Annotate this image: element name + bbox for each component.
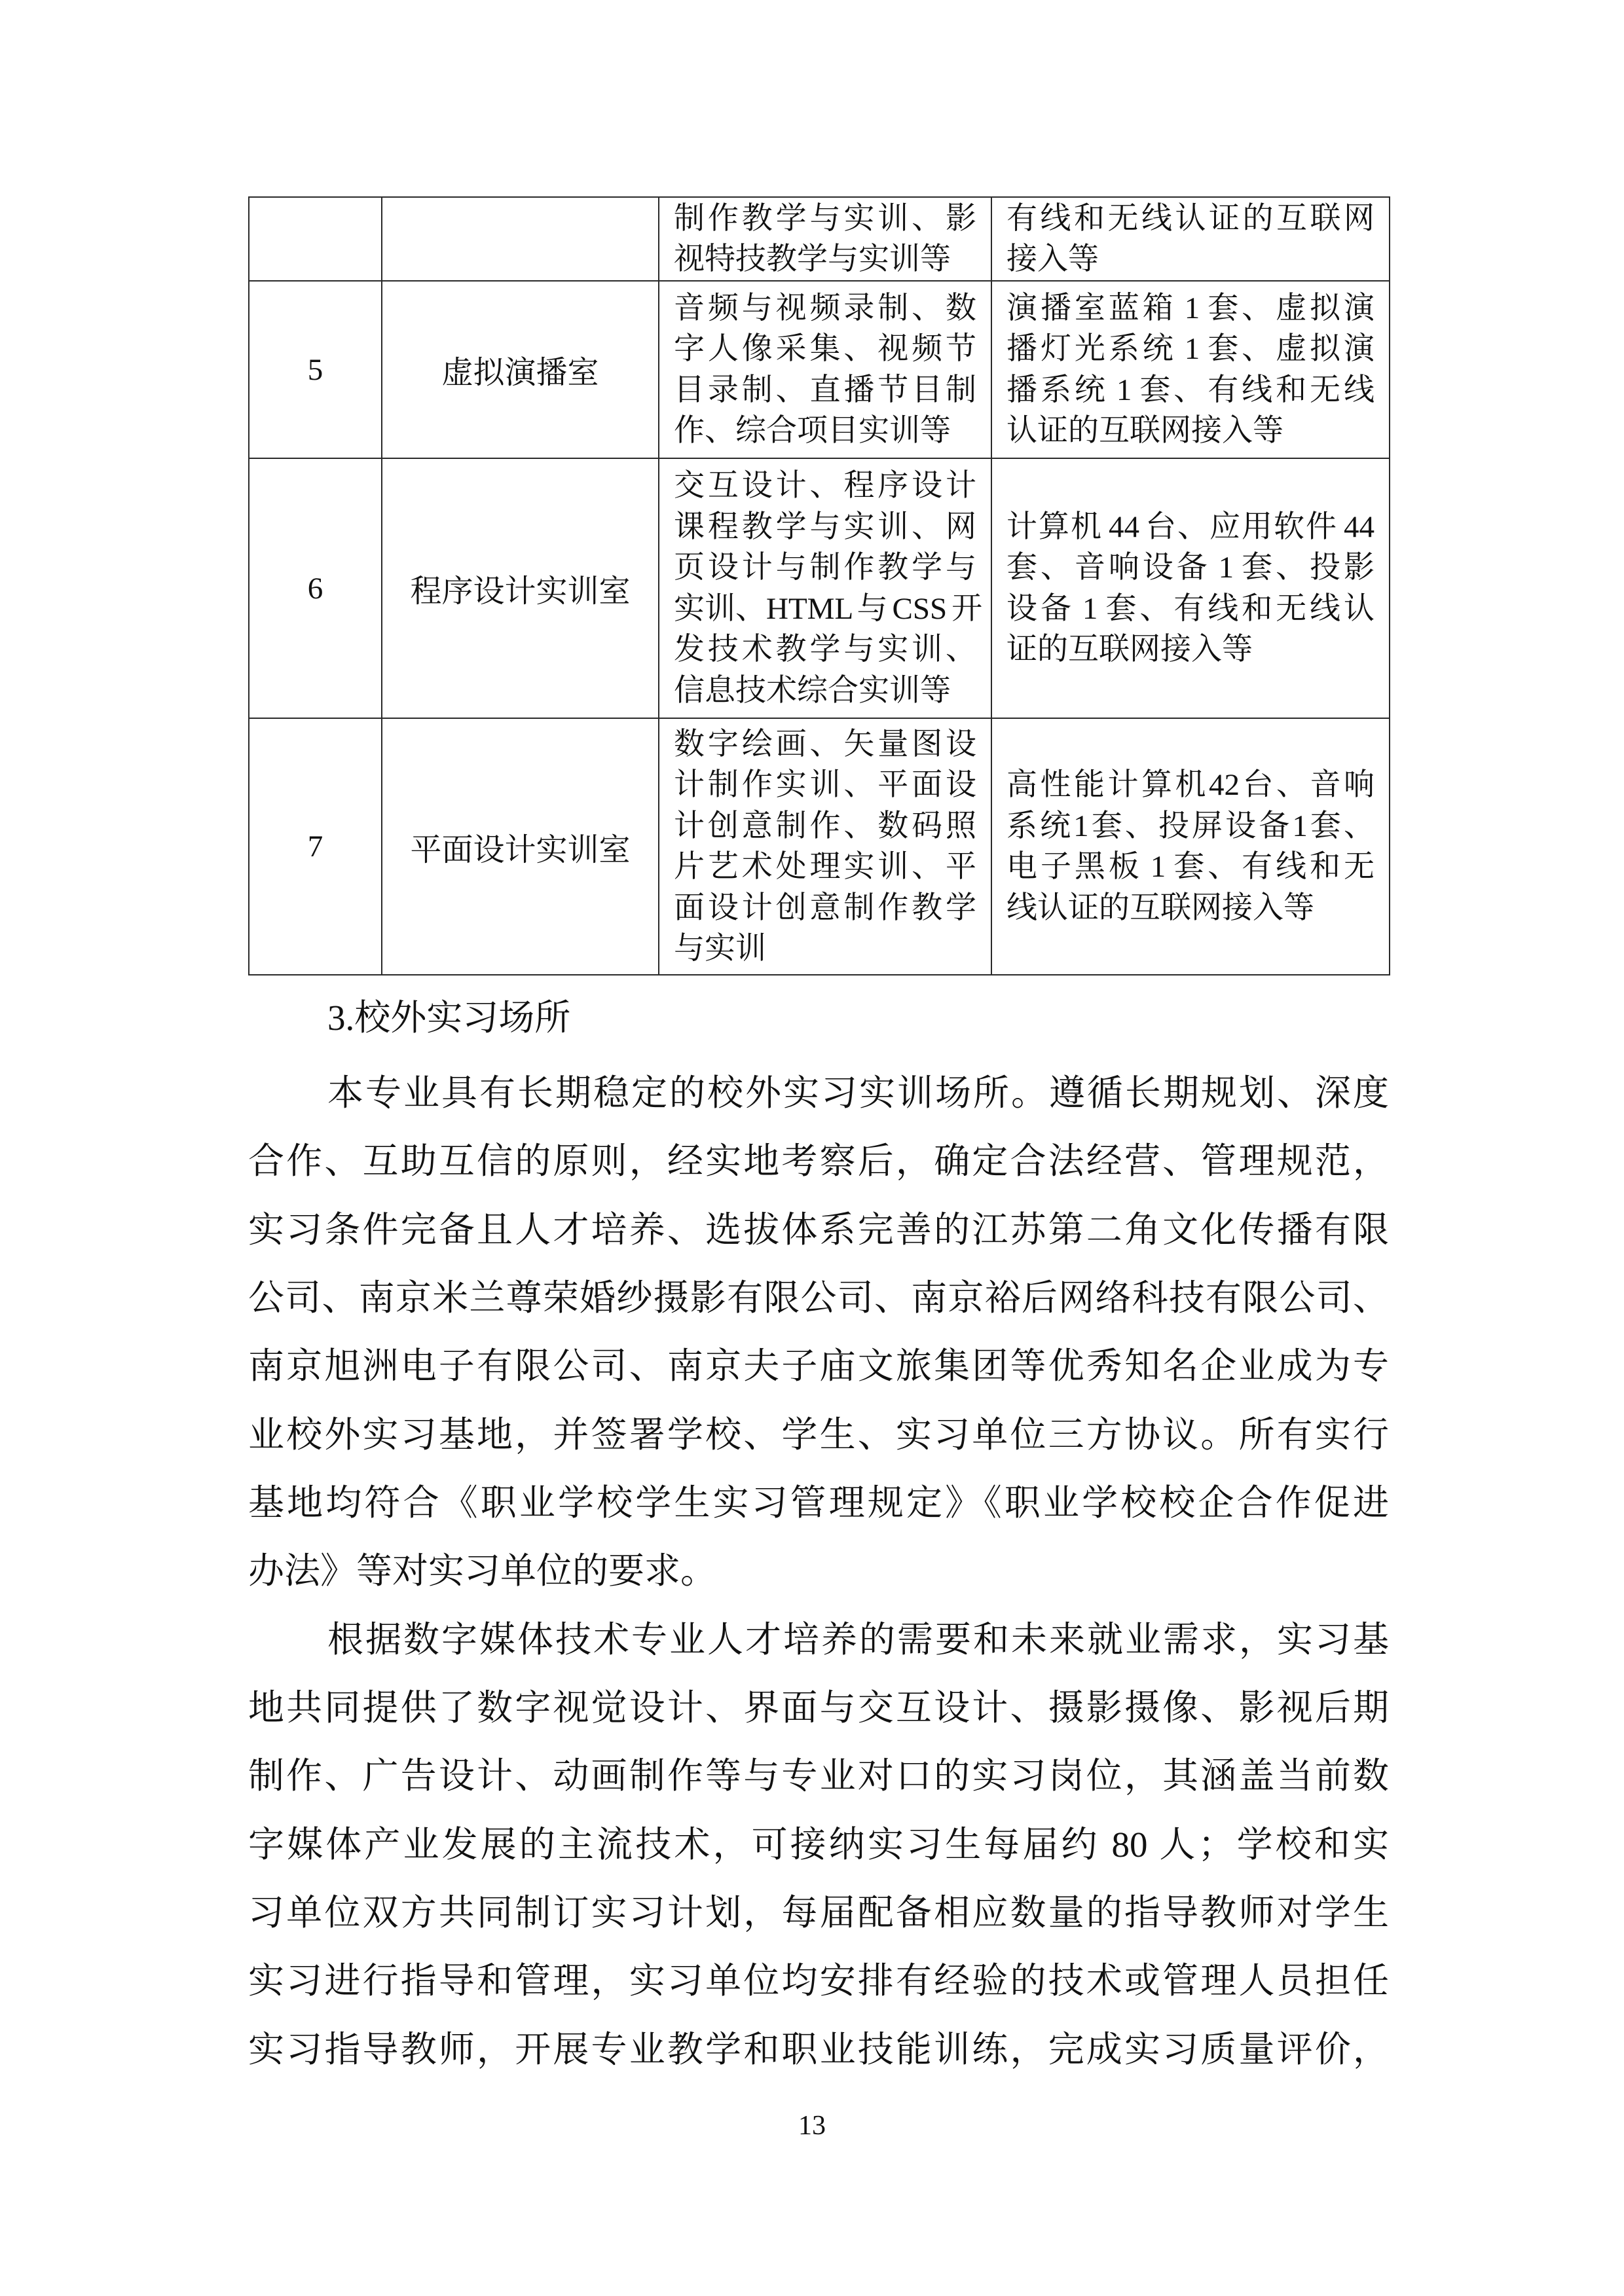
cell-line: 接入等	[1006, 242, 1099, 276]
cell-room-name: 平面设计实训室	[382, 718, 659, 975]
training-facilities-table	[248, 196, 1390, 975]
cell-line: 作、综合项目实训等	[674, 414, 951, 448]
paragraph-line: 根据数字媒体技术专业人才培养的需要和未来就业需求，实习基	[327, 1619, 1389, 1660]
cell-line: 播灯光系统 1 套、虚拟演	[1006, 332, 1375, 366]
cell-line: 设备 1 套、有线和无线认	[1006, 591, 1375, 626]
cell-line: 面设计创意制作教学	[674, 890, 976, 925]
table-row	[249, 281, 1390, 458]
paragraph-line: 实习指导教师，开展专业教学和职业技能训练，完成实习质量评价，	[248, 2029, 1389, 2069]
cell-training-content	[659, 197, 991, 281]
cell-line: 计算机 44 台、应用软件 44	[1006, 509, 1375, 544]
paragraph-line: 实习条件完备且人才培养、选拔体系完善的江苏第二角文化传播有限	[248, 1209, 1389, 1250]
cell-line: 制作教学与实训、影	[674, 201, 976, 236]
cell-line: 播系统 1 套、有线和无线	[1006, 373, 1375, 407]
paragraph-line: 办法》等对实习单位的要求。	[248, 1551, 717, 1592]
section-heading: 3.校外实习场所	[327, 998, 571, 1038]
cell-room-name: 程序设计实训室	[382, 458, 659, 718]
paragraph-line: 基地均符合《职业学校学生实习管理规定》《职业学校校企合作促进	[248, 1483, 1389, 1523]
paragraph-line: 合作、互助互信的原则，经实地考察后，确定合法经营、管理规范，	[248, 1141, 1389, 1182]
paragraph-line: 本专业具有长期稳定的校外实习实训场所。遵循长期规划、深度	[327, 1073, 1389, 1113]
paragraph-line: 地共同提供了数字视觉设计、界面与交互设计、摄影摄像、影视后期	[248, 1688, 1389, 1728]
paragraph-line: 字媒体产业发展的主流技术，可接纳实习生每届约 80 人；学校和实	[248, 1824, 1389, 1865]
cell-line: 套、音响设备 1 套、投影	[1006, 551, 1375, 585]
cell-equipment	[991, 281, 1390, 458]
paragraph-line: 公司、南京米兰尊荣婚纱摄影有限公司、南京裕后网络科技有限公司、	[248, 1278, 1389, 1319]
paragraph-line: 业校外实习基地，并签署学校、学生、实习单位三方协议。所有实行	[248, 1414, 1389, 1455]
cell-line: 计创意制作、数码照	[674, 809, 976, 843]
cell-line: 系统1套、投屏设备1套、	[1006, 809, 1375, 843]
cell-training-content	[659, 718, 991, 975]
cell-line: 认证的互联网接入等	[1006, 414, 1283, 448]
cell-training-content	[659, 458, 991, 718]
cell-line: 与实训	[674, 932, 766, 966]
body-paragraph	[248, 1606, 1389, 2084]
cell-line: 数字绘画、矢量图设	[674, 727, 976, 761]
cell-line: 实训、HTML 与 CSS 开	[674, 591, 983, 626]
cell-line: 发技术教学与实训、	[674, 632, 976, 666]
body-paragraph	[248, 1059, 1389, 1606]
section-body	[248, 1059, 1389, 2084]
cell-line: 视特技教学与实训等	[674, 242, 951, 276]
cell-room-name: 虚拟演播室	[382, 281, 659, 458]
cell-line: 页设计与制作教学与	[674, 551, 976, 585]
cell-room-name	[382, 197, 659, 281]
cell-line: 线认证的互联网接入等	[1006, 890, 1314, 925]
cell-line: 电子黑板 1 套、有线和无	[1006, 850, 1375, 884]
cell-equipment	[991, 197, 1390, 281]
table-row	[249, 458, 1390, 718]
cell-line: 片艺术处理实训、平	[674, 850, 976, 884]
cell-line: 交互设计、程序设计	[674, 469, 976, 503]
cell-line: 目录制、直播节目制	[674, 373, 976, 407]
cell-line: 音频与视频录制、数	[674, 291, 976, 325]
cell-equipment	[991, 458, 1390, 718]
paragraph-line: 制作、广告设计、动画制作等与专业对口的实习岗位，其涵盖当前数	[248, 1756, 1389, 1796]
cell-line: 证的互联网接入等	[1006, 632, 1253, 666]
page-number: 13	[798, 2111, 826, 2141]
cell-line: 课程教学与实训、网	[674, 509, 976, 544]
cell-number: 6	[249, 458, 382, 718]
cell-number: 5	[249, 281, 382, 458]
cell-line: 字人像采集、视频节	[674, 332, 976, 366]
table-row	[249, 718, 1390, 975]
cell-equipment	[991, 718, 1390, 975]
cell-number	[249, 197, 382, 281]
paragraph-line: 习单位双方共同制订实习计划，每届配备相应数量的指导教师对学生	[248, 1893, 1389, 1933]
cell-training-content	[659, 281, 991, 458]
cell-line: 演播室蓝箱 1 套、虚拟演	[1006, 291, 1375, 325]
cell-line: 信息技术综合实训等	[674, 673, 951, 708]
paragraph-line: 南京旭洲电子有限公司、南京夫子庙文旅集团等优秀知名企业成为专	[248, 1346, 1389, 1387]
table-row	[249, 197, 1390, 281]
cell-line: 有线和无线认证的互联网	[1006, 201, 1375, 236]
cell-line: 计制作实训、平面设	[674, 768, 976, 802]
cell-number: 7	[249, 718, 382, 975]
cell-line: 高性能计算机42台、音响	[1006, 768, 1375, 802]
paragraph-line: 实习进行指导和管理，实习单位均安排有经验的技术或管理人员担任	[248, 1961, 1389, 2001]
